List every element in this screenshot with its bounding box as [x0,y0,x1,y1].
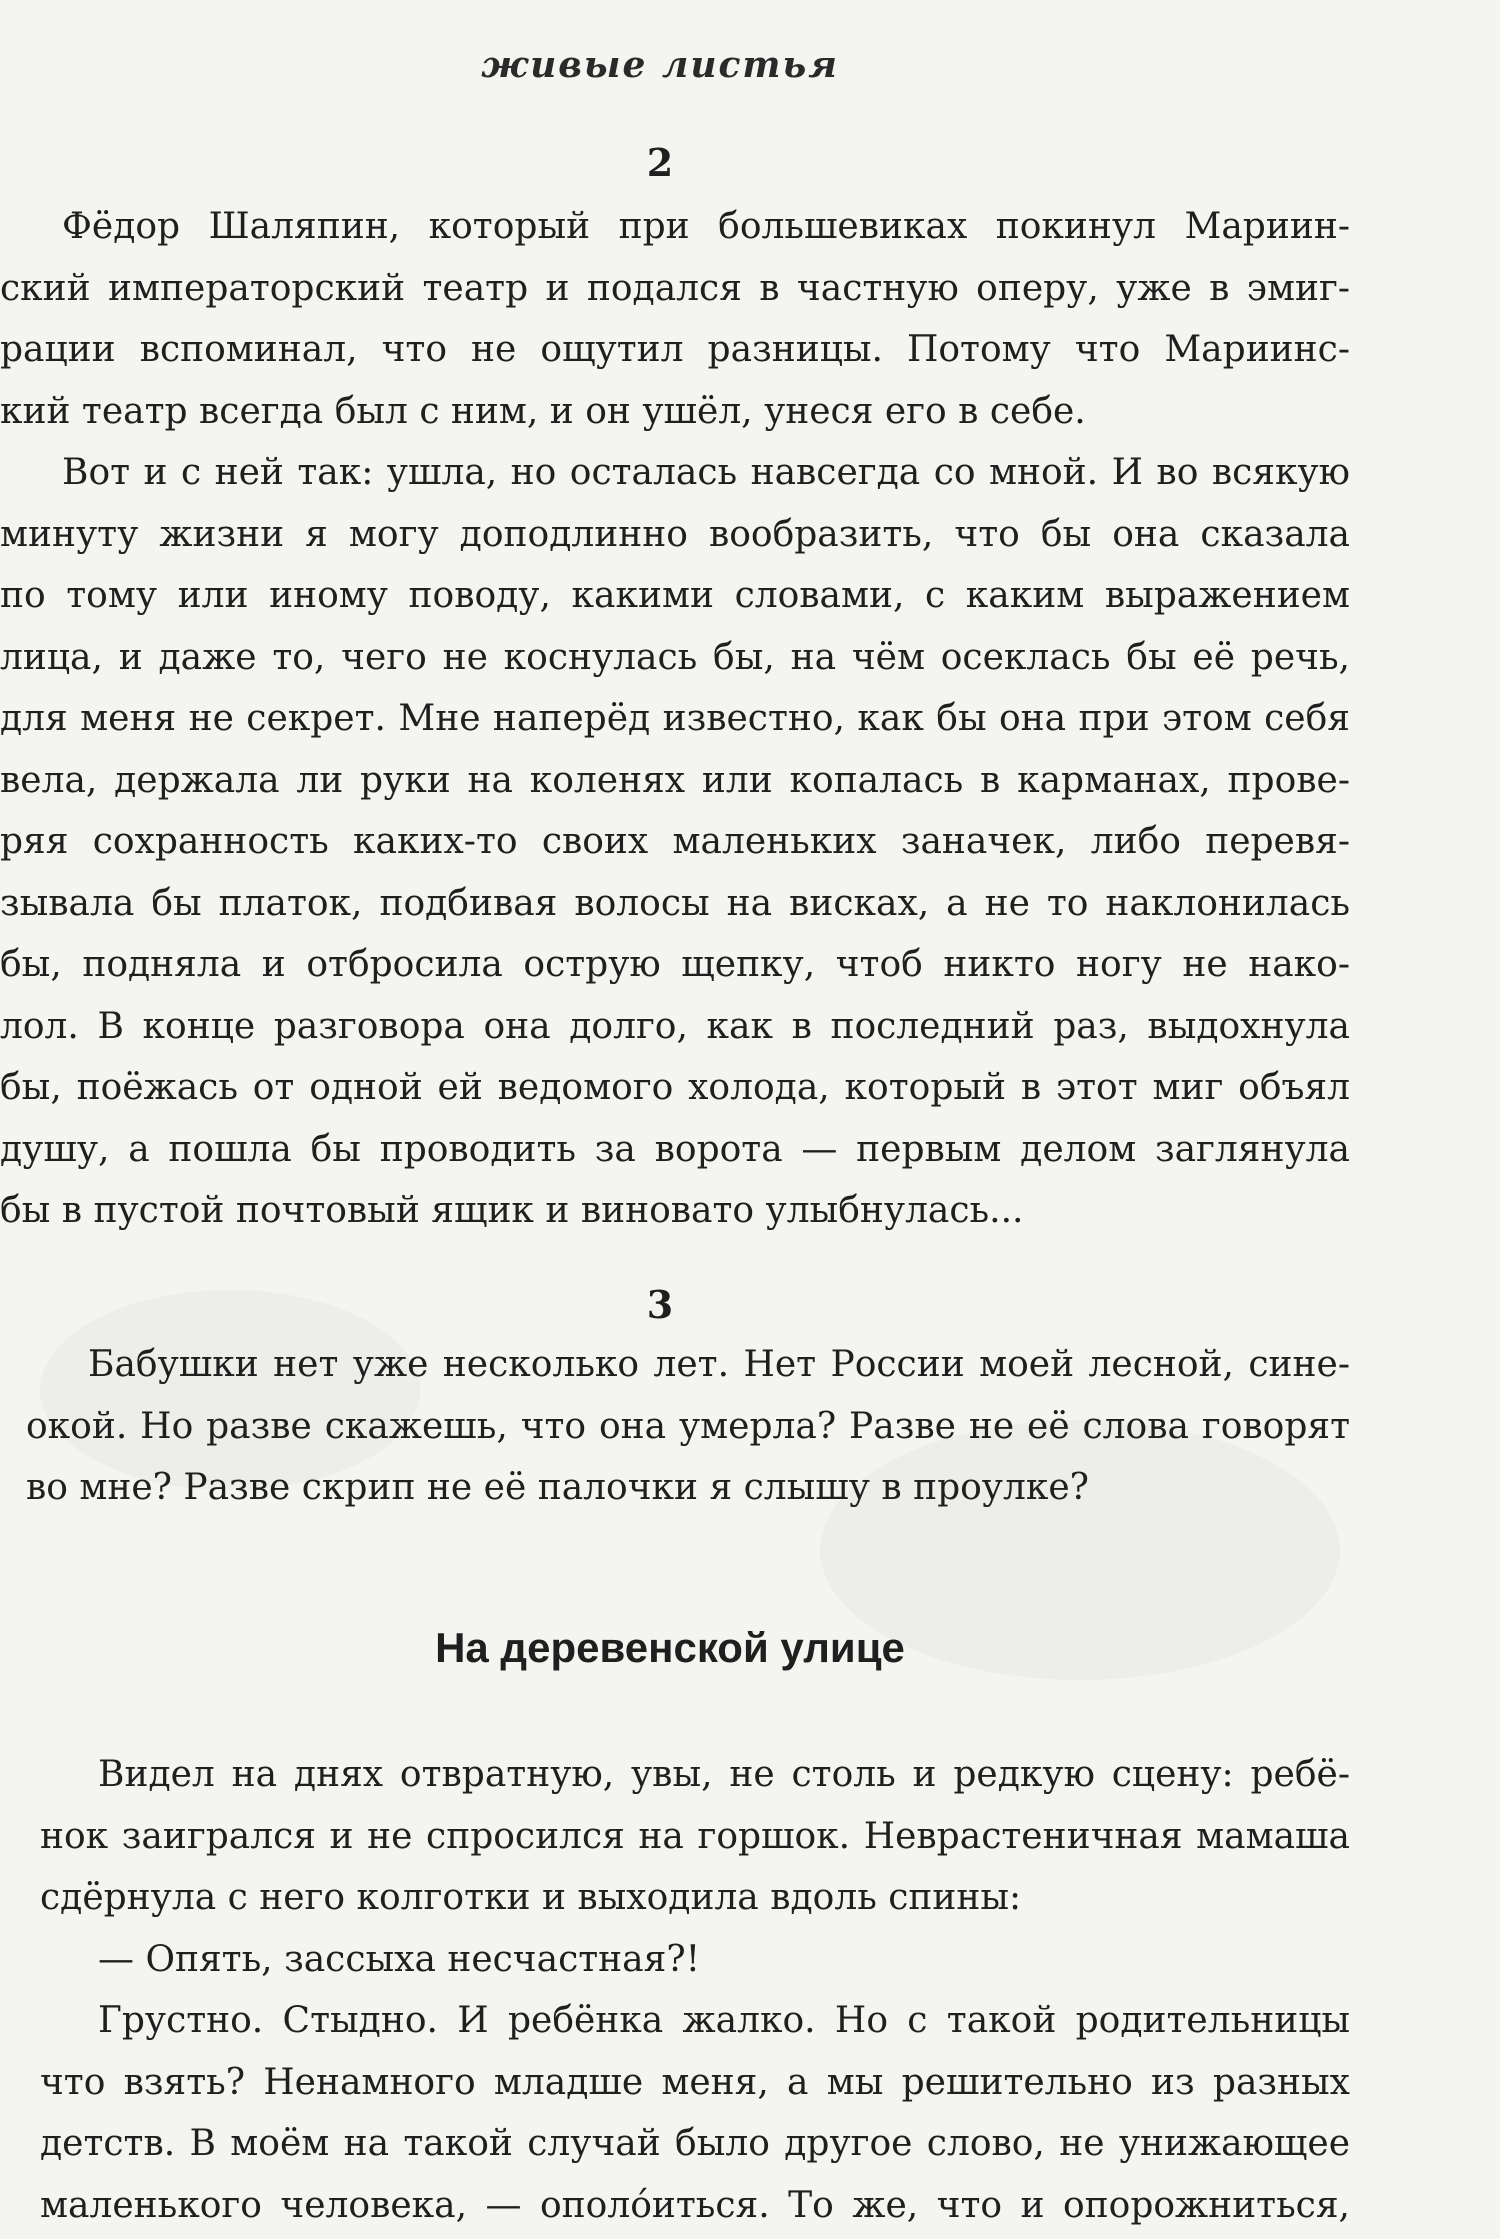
text-line: детств. В моём на такой случай было другое слово, не унижающее [40,2123,1350,2164]
text-line: бы, подняла и отбросила острую щепку, чтоб никто ногу не нако- [0,944,1350,985]
text-line: маленького человека, — ополо́иться. То же, что и опорожниться, [40,2184,1350,2226]
text-line: Грустно. Стыдно. И ребёнка жалко. Но с такой родительницы [98,2000,1350,2041]
story-title: На деревенской улице [435,1624,905,1671]
text-line: Бабушки нет уже несколько лет. Нет России моей лесной, сине- [88,1344,1350,1385]
running-head: живые листья [481,44,839,86]
text-line: бы в пустой почтовый ящик и виновато улыбнулась... [0,1190,1024,1231]
text-line: — Опять, зассыха несчастная?! [98,1938,701,1980]
text-line: ский императорский театр и подался в частную оперу, уже в эмиг- [0,267,1350,309]
text-line: сдёрнула с него колготки и выходила вдоль спины: [40,1877,1022,1918]
text-line: зывала бы платок, подбивая волосы на висках, а не то наклонилась [0,882,1350,924]
text-line: минуту жизни я могу доподлинно вообразить, что бы она сказала [0,513,1350,555]
text-line: рации вспоминал, что не ощутил разницы. Потому что Мариинс- [0,329,1350,370]
text-line: бы, поёжась от одной ей ведомого холода, который в этот миг объял [0,1067,1350,1108]
text-line: Фёдор Шаляпин, который при большевиках покинул Мариин- [62,206,1350,247]
text-line: по тому или иному поводу, какими словами, с каким выражением [0,575,1350,616]
text-line: ряя сохранность каких-то своих маленьких заначек, либо перевя- [0,821,1350,862]
text-line: для меня не секрет. Мне наперёд известно, как бы она при этом себя [0,698,1350,739]
section-2-text [0,196,1350,1242]
text-line: окой. Но разве скажешь, что она умерла? Разве не её слова говорят [26,1405,1350,1447]
section-number-3: 3 [646,1282,674,1327]
text-line: во мне? Разве скрип не её палочки я слышу в проулке? [26,1467,1089,1508]
text-line: что взять? Ненамного младше меня, а мы решительно из разных [40,2061,1350,2103]
text-line: лол. В конце разговора она долго, как в последний раз, выдохнула [0,1005,1350,1047]
text-line: вела, держала ли руки на коленях или копалась в карманах, прове- [0,759,1350,801]
text-line: лица, и даже то, чего не коснулась бы, на чём осеклась бы её речь, [0,636,1350,678]
text-line: душу, а пошла бы проводить за ворота — первым делом заглянула [0,1128,1350,1170]
section-number-2: 2 [646,140,674,185]
text-line: Видел на днях отвратную, увы, не столь и редкую сцену: ребё- [98,1754,1350,1795]
story-text [0,1744,1350,2236]
text-line: нок заигрался и не спросился на горшок. Неврастеничная мамаша [40,1815,1350,1857]
text-line: кий театр всегда был с ним, и он ушёл, унеся его в себе. [0,390,1086,432]
section-3-text [0,1334,1350,1519]
text-line: Вот и с ней так: ушла, но осталась навсегда со мной. И во всякую [62,452,1350,493]
